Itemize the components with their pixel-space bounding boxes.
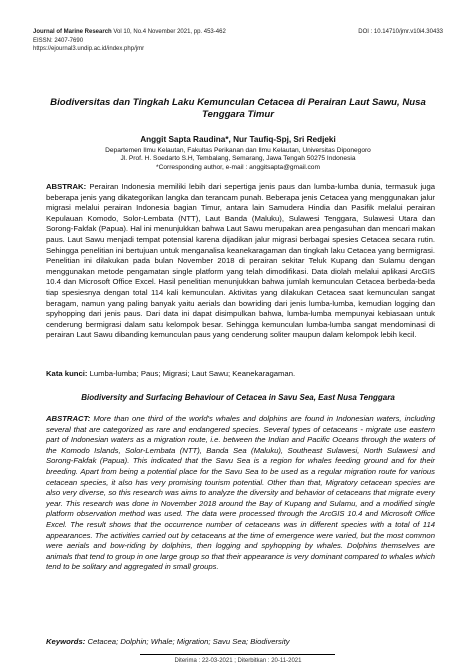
journal-name: Journal of Marine Research (33, 29, 112, 35)
english-title: Biodiversity and Surfacing Behaviour of Cetacea in Savu Sea, East Nusa Tenggara (81, 393, 395, 402)
affiliation-address: Jl. Prof. H. Soedarto S.H, Tembalang, Semarang, Jawa Tengah 50275 Indonesia (120, 155, 356, 163)
kata-kunci (46, 369, 435, 379)
abstract (46, 414, 435, 573)
received-published-dates: Diterima : 22-03-2021 ; Diterbitkan : 20-11-2021 (174, 658, 302, 664)
eissn: EISSN: 2407-7690 (33, 37, 84, 44)
paper-title: Biodiversitas dan Tingkah Laku Kemunculan Cetacea di Perairan Laut Sawu, Nusa Tenggara Timur (50, 97, 426, 120)
abstrak-label: ABSTRAK: (46, 182, 87, 191)
abstrak-text: Perairan Indonesia memiliki lebih dari sepertiga jenis paus dan lumba-lumba dunia, termasuk juga beberapa jenis yang dikategorikan langka dan terancam punah. Beberapa jenis Cetacea yang menggunakan jalur migrasi melalui perairan Indonesia bagian Timur, antara lain Samudera Hindia dan Pasifik melalui perairan Kepulauan Komodo, Solor-Lembata (NTT), Laut Banda (Maluku), Sulawesi Tenggara, Sulawesi Utara dan Sorong-Fakfak (Papua). Hal ini menunjukkan bahwa Laut Sawu merupakan area pengasuhan dan mencari makan paus. Laut Sawu menjadi tempat potensial karena dijadikan jalur migrasi berbagai spesies Cetacea secara rutin. Sehingga penelitian ini bertujuan untuk menganalisa keanekaragaman dan tingkah laku Cetacea yang bermigrasi. Penelitian ini dilakukan pada bulan November 2018 di perairan sekitar Teluk Kupang dan Sulamu dengan menggunakan metode pengamatan single platform yang telah dimodifikasi. Data diolah melalui aplikasi ArcGIS 10.4 dan Microsoft Office Excel. Hasil penelitian menunjukkan bahwa jumlah kemunculan Cetacea berbeda-beda tiap spesiesnya dengan total 114 kali kemunculan. Aktivitas yang dilakukan Cetacea saat kemunculan sangat beragam, namun yang paling banyak yaitu aerials dan bowriding dari jenis lumba-lumba, kemudian logging dan spyhopping dari jenis paus. Dari data ini dapat disimpulkan bahwa, lumba-lumba mempunyai kebiasaan untuk cenderung bermigrasi dalam satu kelompok besar. Sehingga kemunculan lumba-lumba sangat mendominasi di perairan Laut Sawu dibanding kemunculan paus yang cenderung soliter maupun dalam kelompok lebih kecil. (46, 182, 435, 340)
abstrak (46, 182, 435, 341)
kata-kunci-text: Lumba-lumba; Paus; Migrasi; Laut Sawu; Keanekaragaman. (87, 369, 296, 378)
corresponding-email[interactable]: *Corresponding author, e-mail : anggitsapta@gmail.com (156, 163, 320, 171)
affiliation (33, 147, 443, 172)
abstract-text: More than one third of the world's whales and dolphins are found in Indonesian waters, including several that are categorized as rare and endangered species. Several types of cetaceans - migrate use eastern part of Indonesian waters as a migration route, i.e. between the Indian and Pacific Oceans through the waters of the Komodo Islands, Solor-Lembata (NTT), Banda Sea (Maluku), Southeast Sulawesi, North Sulawesi and Sorong-Fakfak (Papua). This indicated that the Savu Sea is a region for whales feeding ground and for their breeding. Apart from being a potential place for the Savu Sea to be used as a regular migration route for various cetacean species, it also has very promising tourism potential. Other than that, Migratory cetacean species are also very diverse, so this research was aims to analyze the diversity and behavior of cetaceans that migrate every year. This research was done in November 2018 around the Bay of Kupang and Sulamu, and a modified single platform observation method was used. The data were processed through the ArcGIS 10.4 and Microsoft Office Excel. The result shows that the occurrence number of cetaceans was in different species with a total of 114 appearances. The activities carried out by cetaceans at the time of emergence were varied, but the most common were aerials and bow-riding by dolphins, then logging and spyhopping by whales. Dolphins themselves are animals that tend to group in one large group so that their appearance is very dominant compared to whales which tend to be solitary and aggregated in small groups. (46, 414, 435, 572)
authors: Anggit Sapta Raudina*, Nur Taufiq-Spj, Sri Redjeki (140, 135, 336, 144)
doi[interactable]: DOI : 10.14710/jmr.v10i4.30433 (358, 29, 443, 35)
journal-info: Vol 10, No.4 November 2021, pp. 453-462 (111, 29, 226, 35)
keywords-text: Cetacea; Dolphin; Whale; Migration; Savu Sea; Biodiversity (85, 637, 290, 646)
journal-header (33, 28, 443, 54)
kata-kunci-label: Kata kunci: (46, 369, 88, 378)
abstract-label: ABSTRACT: (46, 414, 91, 423)
keywords (46, 637, 435, 647)
keywords-label: Keywords: (46, 637, 86, 646)
footer-divider (140, 654, 335, 655)
affiliation-dept: Departemen Ilmu Kelautan, Fakultas Perikanan dan Ilmu Kelautan, Universitas Diponegoro (105, 147, 371, 154)
journal-url[interactable]: https://ejournal3.undip.ac.id/index.php/jmr (33, 46, 145, 52)
